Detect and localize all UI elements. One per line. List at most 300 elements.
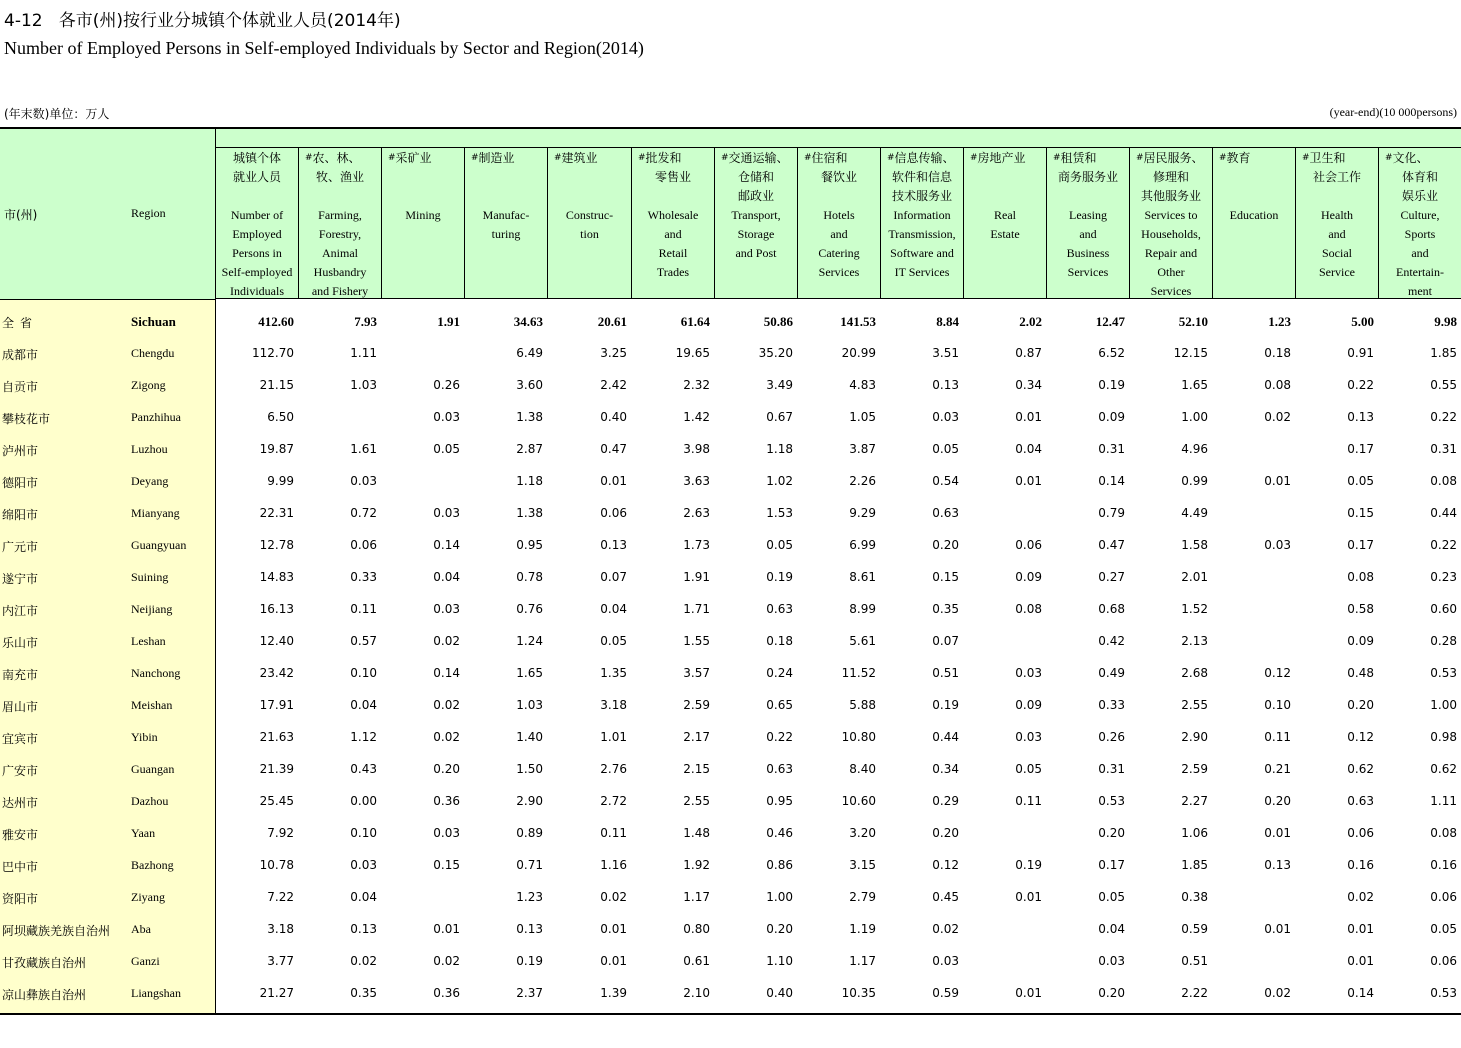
cell-value: 0.03 <box>433 826 460 840</box>
cell-value: 0.13 <box>1264 858 1291 872</box>
cell-value: 0.17 <box>1098 858 1125 872</box>
cell-value: 17.91 <box>259 698 294 712</box>
column-header-cn-line: 邮政业 <box>737 189 774 203</box>
column-header-en-line: Services to <box>1144 208 1198 222</box>
cell-value: 8.61 <box>849 570 876 584</box>
cell-value: 3.15 <box>849 858 876 872</box>
cell-value: 0.33 <box>350 570 377 584</box>
column-header-cn-line: #采矿业 <box>388 151 432 165</box>
cell-value: 0.01 <box>1015 474 1042 488</box>
cell-value: 0.31 <box>1430 442 1457 456</box>
cell-value: 0.43 <box>350 762 377 776</box>
cell-value: 7.93 <box>354 314 377 329</box>
region-name-cn: 广安市 <box>2 764 39 778</box>
cell-value: 0.34 <box>1015 378 1042 392</box>
cell-value: 0.01 <box>1347 922 1374 936</box>
column-header-en-line: Health <box>1321 208 1353 222</box>
cell-value: 0.38 <box>1181 890 1208 904</box>
region-name-en: Zigong <box>131 378 166 392</box>
region-name-en: Deyang <box>131 474 169 488</box>
cell-value: 0.05 <box>932 442 959 456</box>
cell-value: 1.40 <box>516 730 543 744</box>
region-name-cn: 攀枝花市 <box>2 412 51 426</box>
region-name-cn: 宜宾市 <box>2 732 39 746</box>
cell-value: 0.09 <box>1098 410 1125 424</box>
cell-value: 0.98 <box>1430 730 1457 744</box>
column-header-cn-line: 其他服务业 <box>1140 189 1201 203</box>
column-header-cn-line: #批发和 <box>638 151 682 165</box>
column-header-en-line: Leasing <box>1069 208 1107 222</box>
column-header-3 <box>464 147 547 299</box>
column-header-en-line: Storage <box>737 227 775 241</box>
cell-value: 0.16 <box>1347 858 1374 872</box>
cell-value: 0.40 <box>600 410 627 424</box>
cell-value: 0.23 <box>1430 570 1457 584</box>
header-hash-mark: # <box>1302 153 1310 163</box>
region-name-en: Meishan <box>131 698 173 712</box>
cell-value: 34.63 <box>513 314 543 329</box>
cell-value: 0.19 <box>932 698 959 712</box>
cell-value: 0.61 <box>683 954 710 968</box>
cell-value: 0.00 <box>350 794 377 808</box>
column-header-en-line: Farming, <box>318 208 362 222</box>
table-row <box>0 557 1461 589</box>
column-header-en-line: Sports <box>1404 227 1436 241</box>
column-header-cn-line: #农、林、 <box>305 151 361 165</box>
column-header-cn-line: #住宿和 <box>804 151 848 165</box>
region-name-en: Dazhou <box>131 794 169 808</box>
region-name-cn: 南充市 <box>2 668 39 682</box>
cell-value: 5.00 <box>1351 314 1374 329</box>
cell-value: 3.87 <box>849 442 876 456</box>
cell-value: 0.06 <box>350 538 377 552</box>
column-header-cn-line: 娱乐业 <box>1401 189 1438 203</box>
column-header-en-line: Self-employed <box>221 265 293 279</box>
cell-value: 0.59 <box>1181 922 1208 936</box>
column-header-0 <box>215 147 298 299</box>
cell-value: 0.58 <box>1347 602 1374 616</box>
cell-value: 0.49 <box>1098 666 1125 680</box>
cell-value: 1.02 <box>766 474 793 488</box>
cell-value: 412.60 <box>258 314 294 329</box>
column-header-14 <box>1378 147 1461 299</box>
cell-value: 61.64 <box>680 314 710 329</box>
cell-value: 21.27 <box>259 986 294 1000</box>
cell-value: 0.02 <box>932 922 959 936</box>
cell-value: 0.13 <box>350 922 377 936</box>
cell-value: 7.22 <box>267 890 294 904</box>
column-header-cn-line: 餐饮业 <box>820 170 857 184</box>
cell-value: 0.57 <box>350 634 377 648</box>
cell-value: 0.07 <box>932 634 959 648</box>
cell-value: 0.11 <box>1264 730 1291 744</box>
cell-value: 0.63 <box>1347 794 1374 808</box>
column-header-9 <box>963 147 1046 299</box>
cell-value: 1.91 <box>437 314 460 329</box>
cell-value: 0.10 <box>350 666 377 680</box>
header-hash-mark: # <box>554 153 562 163</box>
column-header-cn-line: #居民服务、 <box>1136 151 1204 165</box>
column-header-1 <box>298 147 381 299</box>
region-name-en: Sichuan <box>131 314 176 329</box>
cell-value: 0.05 <box>1015 762 1042 776</box>
cell-value: 21.15 <box>259 378 294 392</box>
header-hash-mark: # <box>1219 153 1227 163</box>
cell-value: 1.35 <box>600 666 627 680</box>
cell-value: 2.01 <box>1181 570 1208 584</box>
cell-value: 1.23 <box>1268 314 1291 329</box>
table-row <box>0 397 1461 429</box>
cell-value: 3.60 <box>516 378 543 392</box>
cell-value: 0.15 <box>1347 506 1374 520</box>
table-row <box>0 461 1461 493</box>
cell-value: 0.31 <box>1098 762 1125 776</box>
cell-value: 23.42 <box>259 666 294 680</box>
cell-value: 0.01 <box>600 954 627 968</box>
cell-value: 9.99 <box>267 474 294 488</box>
cell-value: 0.31 <box>1098 442 1125 456</box>
cell-value: 0.22 <box>1430 538 1457 552</box>
region-name-cn: 绵阳市 <box>2 508 39 522</box>
cell-value: 0.05 <box>1347 474 1374 488</box>
cell-value: 0.04 <box>350 698 377 712</box>
column-header-en-line: Services <box>1067 265 1109 279</box>
region-name-cn: 资阳市 <box>2 892 39 906</box>
cell-value: 1.03 <box>350 378 377 392</box>
column-header-en-line: Manufac- <box>482 208 530 222</box>
column-header-en-line: Persons in <box>232 246 282 260</box>
region-name-cn: 自贡市 <box>2 380 39 394</box>
cell-value: 10.78 <box>259 858 294 872</box>
cell-value: 0.06 <box>1347 826 1374 840</box>
cell-value: 0.10 <box>1264 698 1291 712</box>
cell-value: 0.03 <box>1015 666 1042 680</box>
cell-value: 1.01 <box>600 730 627 744</box>
cell-value: 0.05 <box>600 634 627 648</box>
region-name-cn: 巴中市 <box>2 860 39 874</box>
cell-value: 1.16 <box>600 858 627 872</box>
table-row <box>0 333 1461 365</box>
column-header-en-line: and <box>664 227 682 241</box>
region-name-cn: 内江市 <box>2 604 39 618</box>
cell-value: 0.14 <box>1347 986 1374 1000</box>
cell-value: 1.38 <box>516 506 543 520</box>
cell-value: 12.47 <box>1095 314 1125 329</box>
cell-value: 0.04 <box>350 890 377 904</box>
cell-value: 0.18 <box>1264 346 1291 360</box>
cell-value: 0.29 <box>932 794 959 808</box>
region-name-cn: 阿坝藏族羌族自治州 <box>2 924 111 938</box>
cell-value: 1.65 <box>516 666 543 680</box>
cell-value: 0.01 <box>1264 922 1291 936</box>
cell-value: 0.06 <box>1430 890 1457 904</box>
cell-value: 0.47 <box>1098 538 1125 552</box>
table-row <box>0 749 1461 781</box>
column-header-en-line: Trades <box>656 265 690 279</box>
cell-value: 0.08 <box>1347 570 1374 584</box>
cell-value: 0.79 <box>1098 506 1125 520</box>
cell-value: 141.53 <box>840 314 876 329</box>
cell-value: 0.55 <box>1430 378 1457 392</box>
column-header-en-line: Services <box>1150 284 1192 298</box>
cell-value: 1.50 <box>516 762 543 776</box>
cell-value: 0.07 <box>600 570 627 584</box>
header-hash-mark: # <box>887 153 895 163</box>
cell-value: 0.33 <box>1098 698 1125 712</box>
column-header-en-line: Culture, <box>1400 208 1440 222</box>
column-header-cn-line: 就业人员 <box>232 170 281 184</box>
column-header-en-line: and Fishery <box>311 284 369 298</box>
cell-value: 0.03 <box>433 410 460 424</box>
column-header-en-line: Business <box>1066 246 1110 260</box>
cell-value: 3.20 <box>849 826 876 840</box>
cell-value: 1.55 <box>683 634 710 648</box>
cell-value: 19.87 <box>259 442 294 456</box>
cell-value: 0.44 <box>1430 506 1457 520</box>
cell-value: 0.20 <box>1347 698 1374 712</box>
cell-value: 0.02 <box>433 698 460 712</box>
table-row <box>0 365 1461 397</box>
cell-value: 0.01 <box>1015 890 1042 904</box>
column-header-en-line: and <box>830 227 848 241</box>
cell-value: 0.91 <box>1347 346 1374 360</box>
cell-value: 3.49 <box>766 378 793 392</box>
cell-value: 0.18 <box>766 634 793 648</box>
column-header-en-line: Households, <box>1141 227 1201 241</box>
column-header-en-line: Repair and <box>1144 246 1198 260</box>
column-header-2 <box>381 147 464 299</box>
cell-value: 1.38 <box>516 410 543 424</box>
table-row <box>0 717 1461 749</box>
cell-value: 0.53 <box>1430 666 1457 680</box>
region-name-en: Chengdu <box>131 346 175 360</box>
cell-value: 0.42 <box>1098 634 1125 648</box>
cell-value: 0.03 <box>433 506 460 520</box>
cell-value: 0.20 <box>433 762 460 776</box>
cell-value: 0.15 <box>433 858 460 872</box>
column-header-en-line: Catering <box>818 246 860 260</box>
cell-value: 8.40 <box>849 762 876 776</box>
cell-value: 0.13 <box>1347 410 1374 424</box>
region-name-cn: 乐山市 <box>2 636 39 650</box>
cell-value: 2.02 <box>1019 314 1042 329</box>
column-header-en-line: Estate <box>990 227 1020 241</box>
cell-value: 1.92 <box>683 858 710 872</box>
region-name-en: Aba <box>131 922 151 936</box>
cell-value: 0.04 <box>433 570 460 584</box>
cell-value: 0.44 <box>932 730 959 744</box>
cell-value: 0.68 <box>1098 602 1125 616</box>
cell-value: 0.51 <box>1181 954 1208 968</box>
column-header-en-line: Number of <box>230 208 284 222</box>
column-header-en-line: Hotels <box>823 208 855 222</box>
cell-value: 0.72 <box>350 506 377 520</box>
cell-value: 1.65 <box>1181 378 1208 392</box>
cell-value: 0.12 <box>1347 730 1374 744</box>
column-header-en-line: Service <box>1319 265 1355 279</box>
column-header-cn-line: 仓储和 <box>737 170 774 184</box>
header-hash-mark: # <box>1385 153 1393 163</box>
cell-value: 0.08 <box>1430 474 1457 488</box>
region-name-cn: 泸州市 <box>2 444 39 458</box>
region-name-en: Guangan <box>131 762 175 776</box>
region-name-en: Bazhong <box>131 858 174 872</box>
cell-value: 1.12 <box>350 730 377 744</box>
cell-value: 0.59 <box>932 986 959 1000</box>
column-header-cn-line: #卫生和 <box>1302 151 1346 165</box>
cell-value: 0.14 <box>433 666 460 680</box>
column-header-en-line: Individuals <box>230 284 284 298</box>
cell-value: 0.36 <box>433 794 460 808</box>
cell-value: 0.53 <box>1430 986 1457 1000</box>
region-name-cn: 广元市 <box>2 540 39 554</box>
cell-value: 12.78 <box>259 538 294 552</box>
cell-value: 4.96 <box>1181 442 1208 456</box>
page-title-en: Number of Employed Persons in Self-employed Individuals by Sector and Region(2014) <box>4 38 644 58</box>
cell-value: 0.06 <box>600 506 627 520</box>
cell-value: 0.04 <box>1015 442 1042 456</box>
table-row <box>0 685 1461 717</box>
column-header-cn-line: 技术服务业 <box>891 189 952 203</box>
column-header-en-line: ment <box>1408 284 1432 298</box>
table-row <box>0 429 1461 461</box>
cell-value: 0.13 <box>600 538 627 552</box>
cell-value: 0.02 <box>433 730 460 744</box>
cell-value: 0.20 <box>1264 794 1291 808</box>
header-hash-mark: # <box>1136 153 1144 163</box>
cell-value: 0.86 <box>766 858 793 872</box>
cell-value: 0.99 <box>1181 474 1208 488</box>
column-header-en-line: Transmission, <box>888 227 956 241</box>
cell-value: 0.03 <box>1264 538 1291 552</box>
column-header-cn-line: #制造业 <box>471 151 515 165</box>
cell-value: 1.00 <box>1430 698 1457 712</box>
cell-value: 0.63 <box>932 506 959 520</box>
table-row <box>0 493 1461 525</box>
cell-value: 0.12 <box>1264 666 1291 680</box>
column-header-en-line: Transport, <box>731 208 781 222</box>
region-name-cn: 雅安市 <box>2 828 39 842</box>
column-header-en-line: Social <box>1322 246 1352 260</box>
cell-value: 0.04 <box>1098 922 1125 936</box>
column-header-en-line: Wholesale <box>647 208 699 222</box>
cell-value: 0.54 <box>932 474 959 488</box>
cell-value: 35.20 <box>758 346 793 360</box>
cell-value: 0.03 <box>932 954 959 968</box>
column-header-cn-line: #教育 <box>1219 151 1251 165</box>
cell-value: 1.24 <box>516 634 543 648</box>
region-name-en: Guangyuan <box>131 538 187 552</box>
cell-value: 0.40 <box>766 986 793 1000</box>
cell-value: 0.17 <box>1347 442 1374 456</box>
header-region-cn: 市(州) <box>4 208 38 222</box>
region-name-cn: 德阳市 <box>2 476 39 490</box>
column-header-cn-line: #信息传输、 <box>887 151 955 165</box>
table-row <box>0 877 1461 909</box>
cell-value: 21.39 <box>259 762 294 776</box>
cell-value: 2.37 <box>516 986 543 1000</box>
cell-value: 1.85 <box>1430 346 1457 360</box>
column-header-cn-line: 修理和 <box>1152 170 1189 184</box>
page-title-cn: 4-12 各市(州)按行业分城镇个体就业人员(2014年) <box>4 11 401 31</box>
header-hash-mark: # <box>471 153 479 163</box>
cell-value: 0.01 <box>1347 954 1374 968</box>
header-hash-mark: # <box>721 153 729 163</box>
column-header-cn-line: 城镇个体 <box>232 151 281 165</box>
cell-value: 9.29 <box>849 506 876 520</box>
column-header-en-line: and <box>1411 246 1429 260</box>
cell-value: 1.23 <box>516 890 543 904</box>
cell-value: 2.59 <box>1181 762 1208 776</box>
cell-value: 6.99 <box>849 538 876 552</box>
cell-value: 0.62 <box>1430 762 1457 776</box>
region-name-cn: 凉山彝族自治州 <box>2 988 87 1002</box>
cell-value: 2.42 <box>600 378 627 392</box>
cell-value: 19.65 <box>675 346 710 360</box>
column-header-en-line: Retail <box>658 246 688 260</box>
cell-value: 0.35 <box>350 986 377 1000</box>
header-hash-mark: # <box>638 153 646 163</box>
cell-value: 0.19 <box>516 954 543 968</box>
cell-value: 0.02 <box>433 954 460 968</box>
cell-value: 0.09 <box>1015 570 1042 584</box>
cell-value: 0.51 <box>932 666 959 680</box>
cell-value: 2.72 <box>600 794 627 808</box>
cell-value: 0.28 <box>1430 634 1457 648</box>
cell-value: 1.52 <box>1181 602 1208 616</box>
cell-value: 1.03 <box>516 698 543 712</box>
column-header-en-line: Software and <box>890 246 954 260</box>
header-hash-mark: # <box>804 153 812 163</box>
cell-value: 0.17 <box>1347 538 1374 552</box>
cell-value: 0.36 <box>433 986 460 1000</box>
cell-value: 10.80 <box>841 730 876 744</box>
column-header-en-line: Employed <box>232 227 282 241</box>
cell-value: 2.55 <box>1181 698 1208 712</box>
column-header-en-line: Other <box>1157 265 1185 279</box>
cell-value: 0.01 <box>600 922 627 936</box>
cell-value: 3.18 <box>267 922 294 936</box>
cell-value: 1.17 <box>683 890 710 904</box>
cell-value: 1.73 <box>683 538 710 552</box>
cell-value: 1.18 <box>516 474 543 488</box>
cell-value: 0.63 <box>766 762 793 776</box>
cell-value: 0.53 <box>1098 794 1125 808</box>
column-header-en-line: and <box>1079 227 1097 241</box>
cell-value: 0.22 <box>1347 378 1374 392</box>
table-row <box>0 941 1461 973</box>
total-row <box>0 301 1461 333</box>
cell-value: 0.16 <box>1430 858 1457 872</box>
cell-value: 0.19 <box>1015 858 1042 872</box>
cell-value: 5.61 <box>849 634 876 648</box>
cell-value: 0.13 <box>932 378 959 392</box>
column-header-en-line: Husbandry <box>313 265 367 279</box>
table-row <box>0 589 1461 621</box>
cell-value: 0.03 <box>350 474 377 488</box>
cell-value: 0.04 <box>600 602 627 616</box>
cell-value: 6.52 <box>1098 346 1125 360</box>
column-header-cn-line: #文化、 <box>1385 151 1429 165</box>
cell-value: 0.01 <box>1015 986 1042 1000</box>
cell-value: 0.02 <box>433 634 460 648</box>
cell-value: 2.59 <box>683 698 710 712</box>
cell-value: 1.91 <box>683 570 710 584</box>
cell-value: 25.45 <box>259 794 294 808</box>
column-header-en-line: Forestry, <box>318 227 362 241</box>
cell-value: 0.67 <box>766 410 793 424</box>
cell-value: 0.20 <box>932 826 959 840</box>
